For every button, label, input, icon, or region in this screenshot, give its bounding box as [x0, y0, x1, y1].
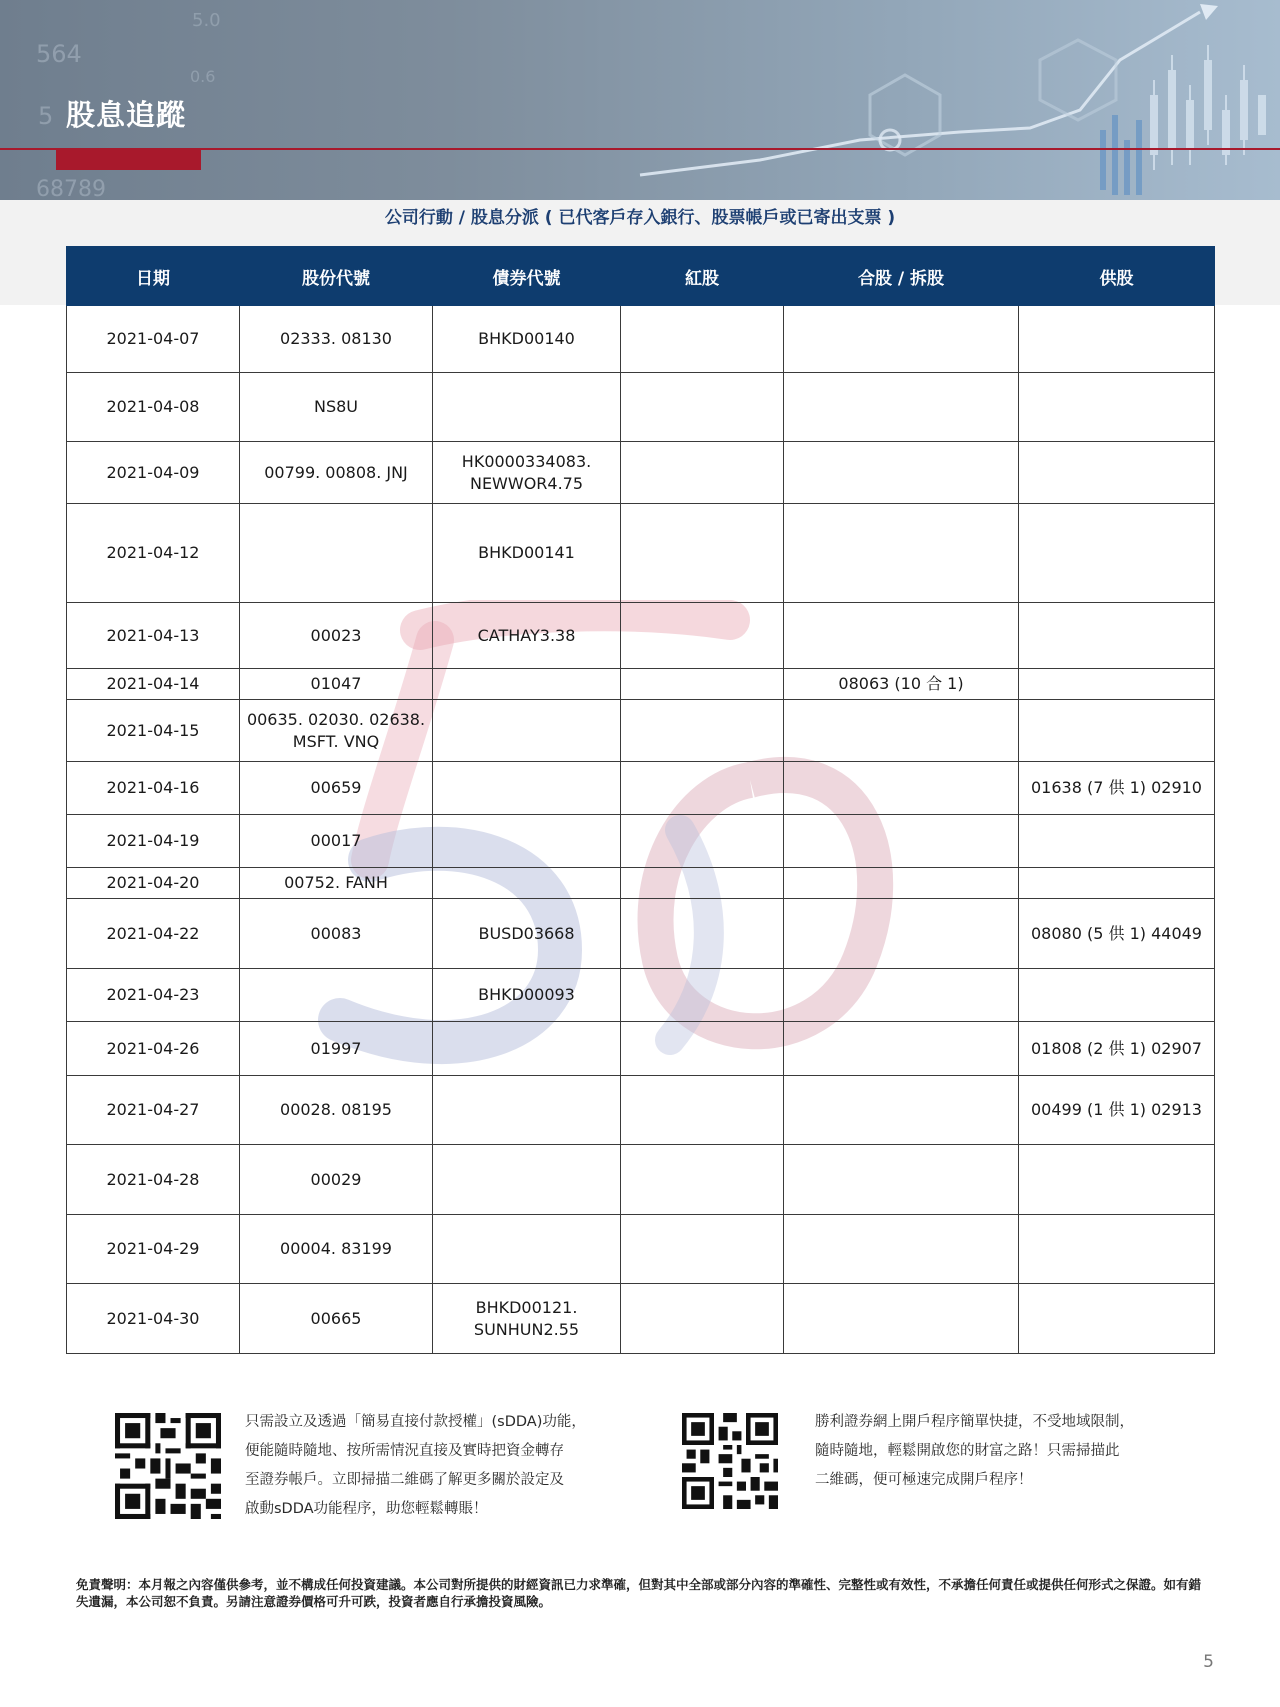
cell-consolidation — [784, 1022, 1019, 1076]
cell-bonus — [621, 815, 784, 868]
cell-date: 2021-04-12 — [67, 504, 240, 603]
cell-stock-code: NS8U — [240, 373, 433, 442]
table-row — [67, 1215, 1215, 1284]
cell-rights — [1019, 815, 1215, 868]
cell-bonus — [621, 1215, 784, 1284]
cell-stock-code — [240, 969, 433, 1022]
cell-rights — [1019, 1145, 1215, 1215]
page-number: 5 — [1203, 1652, 1214, 1672]
cell-date: 2021-04-26 — [67, 1022, 240, 1076]
dividend-table — [66, 246, 1215, 1354]
cell-bonus — [621, 1284, 784, 1354]
column-header-stock-code: 股份代號 — [240, 247, 433, 306]
cell-bond-code — [433, 442, 621, 504]
bg-number: 0.6 — [190, 67, 216, 86]
account-opening-qr-code[interactable] — [682, 1413, 778, 1509]
cell-bonus — [621, 868, 784, 899]
cell-stock-code: 01047 — [240, 669, 433, 700]
cell-stock-code: 00083 — [240, 899, 433, 969]
cell-rights — [1019, 868, 1215, 899]
cell-bonus — [621, 1022, 784, 1076]
cell-rights: 00499 (1 供 1) 02913 — [1019, 1076, 1215, 1145]
table-row — [67, 969, 1215, 1022]
cell-bond-code: BUSD03668 — [433, 899, 621, 969]
cell-date: 2021-04-13 — [67, 603, 240, 669]
cell-stock-code: 00665 — [240, 1284, 433, 1354]
cell-stock-code: 00028. 08195 — [240, 1076, 433, 1145]
cell-consolidation — [784, 700, 1019, 762]
table-row — [67, 1145, 1215, 1215]
cell-text: 00635. 02030. 02638. MSFT. VNQ — [246, 709, 426, 751]
table-row — [67, 1076, 1215, 1145]
table-row — [67, 815, 1215, 868]
cell-stock-code — [240, 504, 433, 603]
table-row — [67, 669, 1215, 700]
cell-rights — [1019, 442, 1215, 504]
cell-stock-code: 00023 — [240, 603, 433, 669]
cell-rights: 01638 (7 供 1) 02910 — [1019, 762, 1215, 815]
column-header-bonus-shares: 紅股 — [621, 247, 784, 306]
cell-bond-code — [433, 762, 621, 815]
cell-rights — [1019, 373, 1215, 442]
cell-rights — [1019, 1215, 1215, 1284]
cell-date: 2021-04-15 — [67, 700, 240, 762]
header-banner — [0, 0, 1280, 200]
table-row — [67, 868, 1215, 899]
table-row — [67, 700, 1215, 762]
cell-bond-code — [433, 1145, 621, 1215]
bg-number: 68789 — [36, 177, 106, 200]
cell-bond-code — [433, 815, 621, 868]
cell-consolidation — [784, 1145, 1019, 1215]
cell-rights — [1019, 306, 1215, 373]
cell-consolidation — [784, 762, 1019, 815]
cell-bonus — [621, 504, 784, 603]
cell-date: 2021-04-07 — [67, 306, 240, 373]
cell-bond-code — [433, 373, 621, 442]
cell-consolidation — [784, 815, 1019, 868]
bg-number: 5.0 — [192, 10, 221, 31]
cell-stock-code: 00659 — [240, 762, 433, 815]
cell-stock-code: 00799. 00808. JNJ — [240, 442, 433, 504]
cell-stock-code: 02333. 08130 — [240, 306, 433, 373]
cell-consolidation — [784, 1076, 1019, 1145]
cell-consolidation — [784, 969, 1019, 1022]
cell-date: 2021-04-14 — [67, 669, 240, 700]
table-row — [67, 762, 1215, 815]
page-title: 股息追蹤 — [66, 98, 187, 132]
cell-rights: 01808 (2 供 1) 02907 — [1019, 1022, 1215, 1076]
cell-date: 2021-04-09 — [67, 442, 240, 504]
table-row — [67, 504, 1215, 603]
cell-consolidation — [784, 373, 1019, 442]
banner-chart-graphic — [0, 0, 1280, 200]
cell-consolidation: 08063 (10 合 1) — [784, 669, 1019, 700]
cell-rights — [1019, 1284, 1215, 1354]
table-row — [67, 603, 1215, 669]
table-row — [67, 899, 1215, 969]
cell-stock-code: 00017 — [240, 815, 433, 868]
cell-bonus — [621, 603, 784, 669]
table-row — [67, 373, 1215, 442]
cell-consolidation — [784, 306, 1019, 373]
cell-bond-code — [433, 1284, 621, 1354]
cell-date: 2021-04-28 — [67, 1145, 240, 1215]
bg-number: 5 — [38, 102, 54, 130]
table-row — [67, 1284, 1215, 1354]
cell-bond-code — [433, 700, 621, 762]
cell-consolidation — [784, 603, 1019, 669]
cell-consolidation — [784, 868, 1019, 899]
cell-bonus — [621, 969, 784, 1022]
column-header-bond-code: 債券代號 — [433, 247, 621, 306]
cell-consolidation — [784, 899, 1019, 969]
cell-bonus — [621, 899, 784, 969]
column-header-consolidation-split: 合股 / 拆股 — [784, 247, 1019, 306]
cell-date: 2021-04-30 — [67, 1284, 240, 1354]
cell-date: 2021-04-20 — [67, 868, 240, 899]
sdda-promo-text: 只需設立及透過「簡易直接付款授權」(sDDA)功能， 便能隨時隨地、按所需情況直接及實時把資金轉存 至證券帳戶。立即掃描二維碼了解更多關於設定及 啟動sDDA功能程序，助您輕鬆轉賬！ — [245, 1414, 586, 1517]
cell-text: BHKD00121. SUNHUN2.55 — [473, 1297, 580, 1339]
cell-bonus — [621, 700, 784, 762]
table-row — [67, 442, 1215, 504]
cell-text: HK0000334083. NEWWOR4.75 — [461, 451, 592, 493]
cell-stock-code: 01997 — [240, 1022, 433, 1076]
cell-bond-code — [433, 669, 621, 700]
cell-rights — [1019, 504, 1215, 603]
cell-stock-code: 00029 — [240, 1145, 433, 1215]
cell-bond-code — [433, 1215, 621, 1284]
cell-stock-code: 00004. 83199 — [240, 1215, 433, 1284]
cell-bond-code — [433, 868, 621, 899]
cell-bonus — [621, 306, 784, 373]
cell-rights — [1019, 669, 1215, 700]
cell-rights: 08080 (5 供 1) 44049 — [1019, 899, 1215, 969]
cell-date: 2021-04-29 — [67, 1215, 240, 1284]
cell-bond-code — [433, 1076, 621, 1145]
account-opening-promo-text: 勝利證券網上開戶程序簡單快捷，不受地域限制， 隨時隨地，輕鬆開啟您的財富之路！只需掃描此 二維碼，便可極速完成開戶程序！ — [815, 1414, 1134, 1488]
table-row — [67, 1022, 1215, 1076]
cell-consolidation — [784, 1284, 1019, 1354]
cell-date: 2021-04-22 — [67, 899, 240, 969]
cell-date: 2021-04-19 — [67, 815, 240, 868]
cell-bond-code: BHKD00140 — [433, 306, 621, 373]
cell-bond-code — [433, 1022, 621, 1076]
cell-rights — [1019, 700, 1215, 762]
cell-consolidation — [784, 1215, 1019, 1284]
cell-bond-code: BHKD00093 — [433, 969, 621, 1022]
table-row — [67, 306, 1215, 373]
cell-date: 2021-04-27 — [67, 1076, 240, 1145]
cell-rights — [1019, 969, 1215, 1022]
banner-red-bar — [56, 150, 201, 170]
cell-bonus — [621, 1076, 784, 1145]
cell-bonus — [621, 373, 784, 442]
cell-bonus — [621, 1145, 784, 1215]
cell-stock-code: 00752. FANH — [240, 868, 433, 899]
cell-date: 2021-04-16 — [67, 762, 240, 815]
cell-consolidation — [784, 504, 1019, 603]
table-header-row — [67, 247, 1215, 306]
cell-bond-code: BHKD00141 — [433, 504, 621, 603]
cell-rights — [1019, 603, 1215, 669]
bg-number: 564 — [36, 40, 82, 68]
cell-bonus — [621, 669, 784, 700]
cell-consolidation — [784, 442, 1019, 504]
cell-bond-code: CATHAY3.38 — [433, 603, 621, 669]
disclaimer: 免責聲明：本月報之內容僅供參考，並不構成任何投資建議。本公司對所提供的財經資訊已力求準確，但對其中全部或部分內容的準確性、完整性或有效性，不承擔任何責任或提供任何形式之保證。如有錯失遺漏，本公司恕不負責。另請注意證券價格可升可跌，投資者應自行承擔投資風險。 — [76, 1577, 1202, 1609]
column-header-rights-issue: 供股 — [1019, 247, 1215, 306]
sdda-qr-code[interactable] — [115, 1413, 221, 1519]
cell-date: 2021-04-23 — [67, 969, 240, 1022]
cell-stock-code — [240, 700, 433, 762]
cell-date: 2021-04-08 — [67, 373, 240, 442]
cell-bonus — [621, 762, 784, 815]
section-subtitle: 公司行動 / 股息分派 ( 已代客戶存入銀行、股票帳戶或已寄出支票 ) — [384, 208, 896, 228]
column-header-date: 日期 — [67, 247, 240, 306]
cell-bonus — [621, 442, 784, 504]
